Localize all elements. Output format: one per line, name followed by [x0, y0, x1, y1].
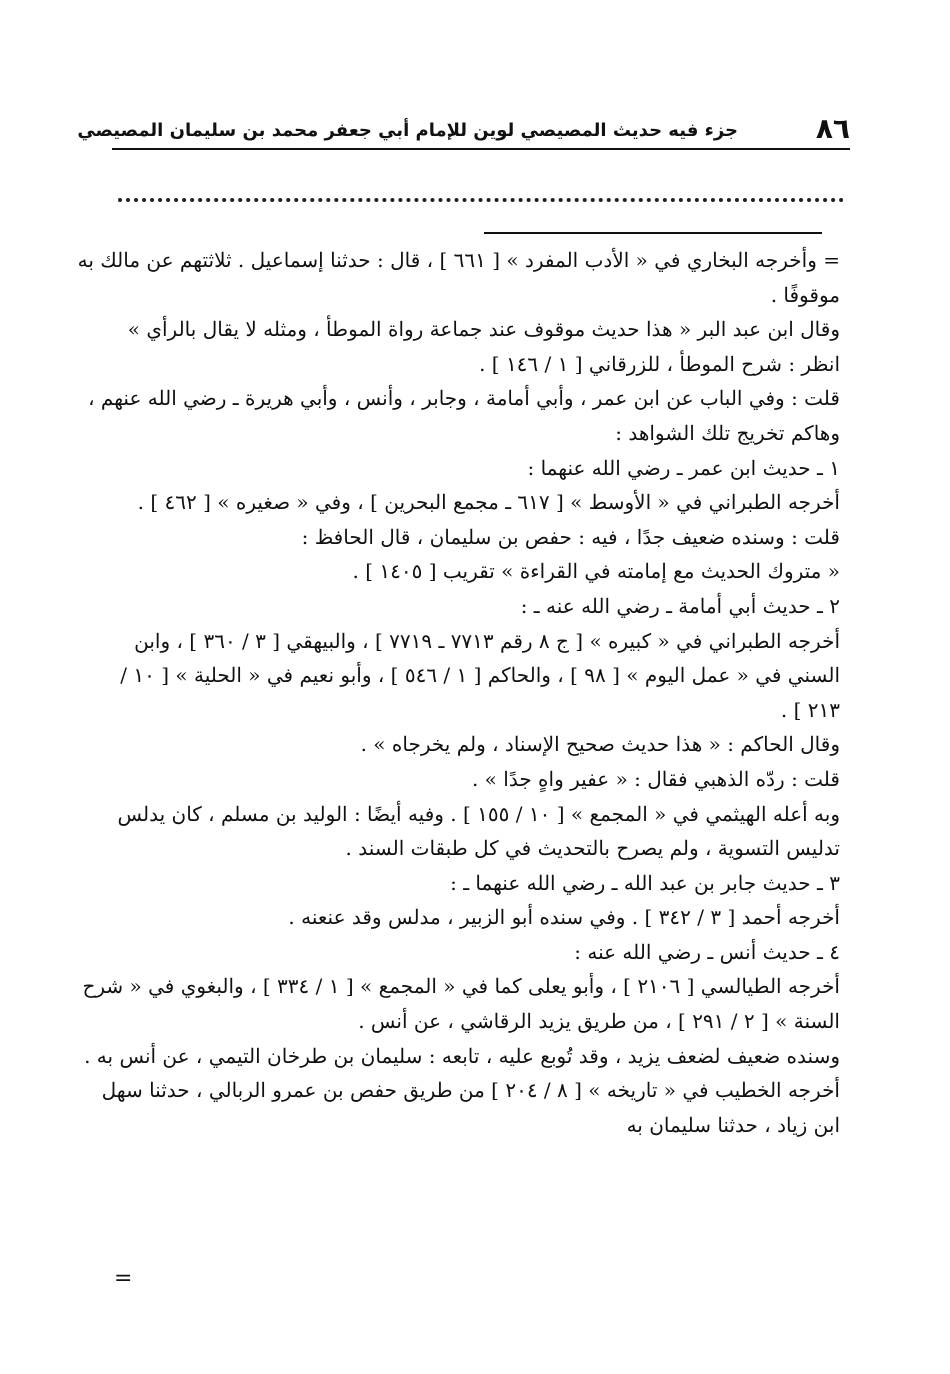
footnote-rule: [484, 232, 822, 234]
text-line: أخرجه أحمد [ ٣ / ٣٤٢ ] . وفي سنده أبو الزبير ، مدلس وقد عنعنه .: [288, 905, 840, 930]
text-line: وسنده ضعيف لضعف يزيد ، وقد تُوبع عليه ، تابعه : سليمان بن طرخان التيمي ، عن أنس به .: [84, 1043, 840, 1068]
text-line: وقال ابن عبد البر « هذا حديث موقوف عند جماعة رواة الموطأ ، ومثله لا يقال بالرأي »: [127, 317, 840, 342]
footnote-body: [77, 243, 840, 1142]
text-line: انظر : شرح الموطأ ، للزرقاني [ ١ / ١٤٦ ] .: [479, 351, 840, 376]
page-header: [77, 112, 850, 148]
text-line: ٤ ـ حديث أنس ـ رضي الله عنه :: [574, 939, 840, 964]
text-line: السني في « عمل اليوم » [ ٩٨ ] ، والحاكم [ ١ / ٥٤٦ ] ، وأبو نعيم في « الحلية » [ ١٠ /: [120, 663, 840, 688]
text-line: أخرجه الخطيب في « تاريخه » [ ٨ / ٢٠٤ ] من طريق حفص بن عمرو الربالي ، حدثنا سهل: [101, 1078, 840, 1103]
text-line: أخرجه الطيالسي [ ٢١٠٦ ] ، وأبو يعلى كما في « المجمع » [ ١ / ٣٣٤ ] ، والبغوي في « شرح: [82, 974, 840, 999]
text-line: وهاكم تخريج تلك الشواهد :: [615, 420, 840, 445]
text-line: قلت : ردّه الذهبي فقال : « عفير واهٍ جدًا » .: [471, 766, 840, 791]
page-number: ٨٦: [815, 112, 850, 145]
text-line: ٢١٣ ] .: [780, 697, 840, 722]
text-line: ٢ ـ حديث أبي أمامة ـ رضي الله عنه ـ :: [520, 593, 840, 618]
text-line: تدليس التسوية ، ولم يصرح بالتحديث في كل طبقات السند .: [345, 836, 840, 861]
text-line: أخرجه الطبراني في « الأوسط » [ ٦١٧ ـ مجمع البحرين ] ، وفي « صغيره » [ ٤٦٢ ] .: [137, 490, 840, 515]
text-line: أخرجه الطبراني في « كبيره » [ ج ٨ رقم ٧٧١٣ ـ ٧٧١٩ ] ، والبيهقي [ ٣ / ٣٦٠ ] ، وابن: [134, 628, 840, 653]
text-line: السنة » [ ٢ / ٢٩١ ] ، من طريق يزيد الرقاشي ، عن أنس .: [358, 1009, 840, 1034]
text-line: قلت : وسنده ضعيف جدًا ، فيه : حفص بن سليمان ، قال الحافظ :: [301, 524, 840, 549]
text-line: وبه أعله الهيثمي في « المجمع » [ ١٠ / ١٥٥ ] . وفيه أيضًا : الوليد بن مسلم ، كان يدلس: [117, 801, 840, 826]
text-line: = وأخرجه البخاري في « الأدب المفرد » [ ٦٦١ ] ، قال : حدثنا إسماعيل . ثلاثتهم عن مالك به: [77, 248, 840, 272]
continuation-mark: =: [114, 1266, 133, 1291]
running-title: جزء فيه حديث المصيصي لوين للإمام أبي جعفر محمد بن سليمان المصيصي: [77, 120, 738, 141]
text-line: وقال الحاكم : « هذا حديث صحيح الإسناد ، ولم يخرجاه » .: [360, 732, 840, 757]
text-line: ابن زياد ، حدثنا سليمان به: [626, 1112, 840, 1137]
text-line: ١ ـ حديث ابن عمر ـ رضي الله عنهما :: [527, 455, 840, 480]
text-line: موقوفًا .: [770, 282, 840, 307]
text-line: قلت : وفي الباب عن ابن عمر ، وأبي أمامة ، وجابر ، وأنس ، وأبي هريرة ـ رضي الله عنهم ،: [88, 386, 840, 411]
dotted-separator: [118, 198, 844, 202]
text-line: ٣ ـ حديث جابر بن عبد الله ـ رضي الله عنهما ـ :: [450, 870, 840, 895]
header-rule: [112, 148, 850, 150]
text-line: « متروك الحديث مع إمامته في القراءة » تقريب [ ١٤٠٥ ] .: [352, 559, 840, 584]
